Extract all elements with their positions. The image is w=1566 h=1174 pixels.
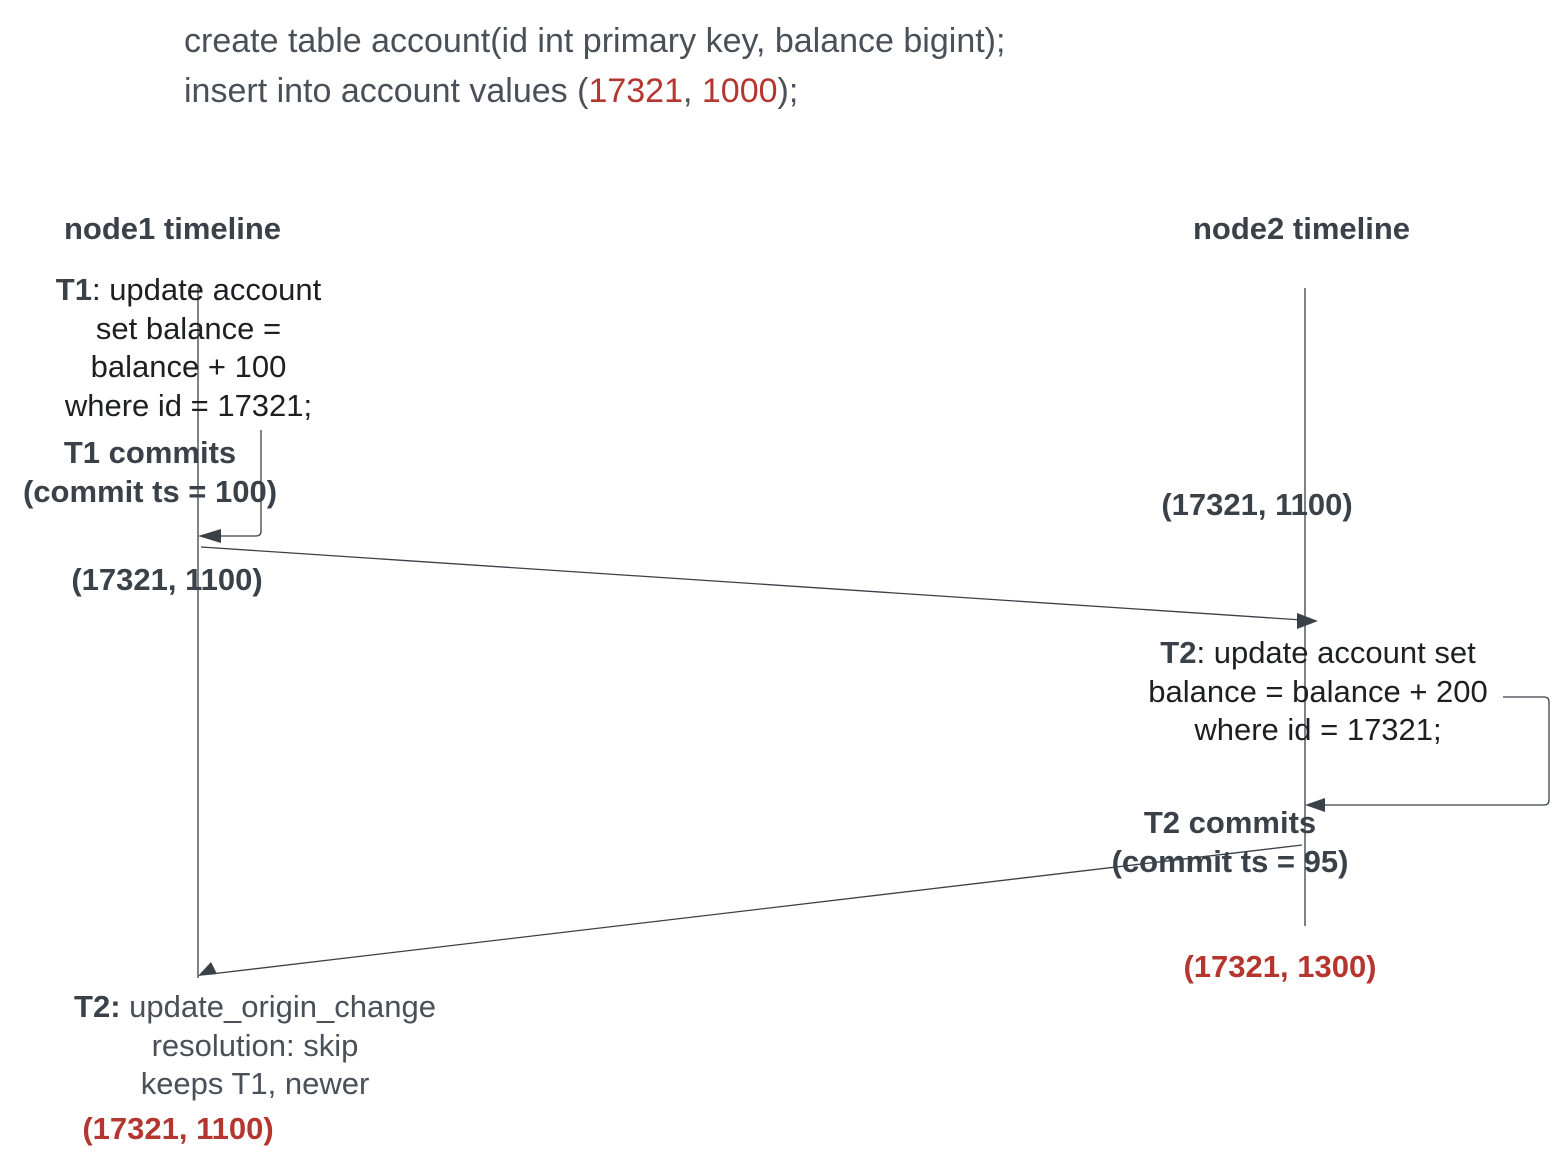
node1-t2-label: T2: <box>74 989 121 1024</box>
t1-commit-title: T1 commits <box>63 435 237 470</box>
node2-timeline-header: node2 timeline <box>1193 211 1411 246</box>
sql-insert-balance: 1000 <box>701 72 778 110</box>
t1-text1: : update account <box>91 272 322 307</box>
replication-arrowhead-n2 <box>1297 613 1318 629</box>
node2-row-received: (17321, 1100) <box>1161 487 1353 522</box>
node1-t1-commit <box>0 434 300 511</box>
node1-t1-update-block <box>31 271 346 425</box>
t1-statement-line3: balance + 100 <box>90 349 287 384</box>
t1-label: T1 <box>55 272 92 307</box>
node2-final-row: (17321, 1300) <box>1183 949 1377 984</box>
t1-commit-arrowhead <box>198 529 221 543</box>
t2-resolution-line3: keeps T1, newer <box>140 1066 370 1101</box>
t2-statement-line1 <box>1118 634 1518 673</box>
sql-insert-suffix: ); <box>777 72 799 110</box>
t2-resolution-line1 <box>55 988 455 1027</box>
replication-arrowhead-n1 <box>198 962 217 976</box>
t2-resolution-text1: update_origin_change <box>120 989 436 1024</box>
node1-t2-resolution-block <box>55 988 455 1104</box>
t2-statement-line3: where id = 17321; <box>1194 712 1442 747</box>
t2-commit-title: T2 commits <box>1143 805 1317 840</box>
t1-statement-line1 <box>31 271 346 310</box>
t2-statement-line2: balance = balance + 200 <box>1148 673 1488 709</box>
t2-label: T2 <box>1160 635 1197 670</box>
t2-text1: : update account set <box>1196 635 1476 670</box>
sql-insert-sep: , <box>682 72 702 110</box>
t1-commit-ts: (commit ts = 100) <box>22 473 278 509</box>
t1-statement-line2: set balance = <box>95 310 282 346</box>
node2-t2-update-block <box>1118 634 1518 750</box>
node1-row-after-t1: (17321, 1100) <box>71 562 263 597</box>
t2-commit-ts: (commit ts = 95) <box>1111 843 1349 879</box>
node1-final-row: (17321, 1100) <box>82 1111 274 1146</box>
sql-create-table: create table account(id int primary key, balance bigint); <box>184 22 1006 60</box>
t1-statement-line4: where id = 17321; <box>64 387 313 423</box>
node1-timeline-header: node1 timeline <box>64 211 282 246</box>
replication-arrow-n1-to-n2 <box>201 547 1302 620</box>
node2-t2-commit <box>1080 804 1380 881</box>
sql-insert-prefix: insert into account values ( <box>184 72 589 110</box>
t2-resolution-line2: resolution: skip <box>151 1027 359 1063</box>
sql-insert-id: 17321 <box>588 72 683 110</box>
